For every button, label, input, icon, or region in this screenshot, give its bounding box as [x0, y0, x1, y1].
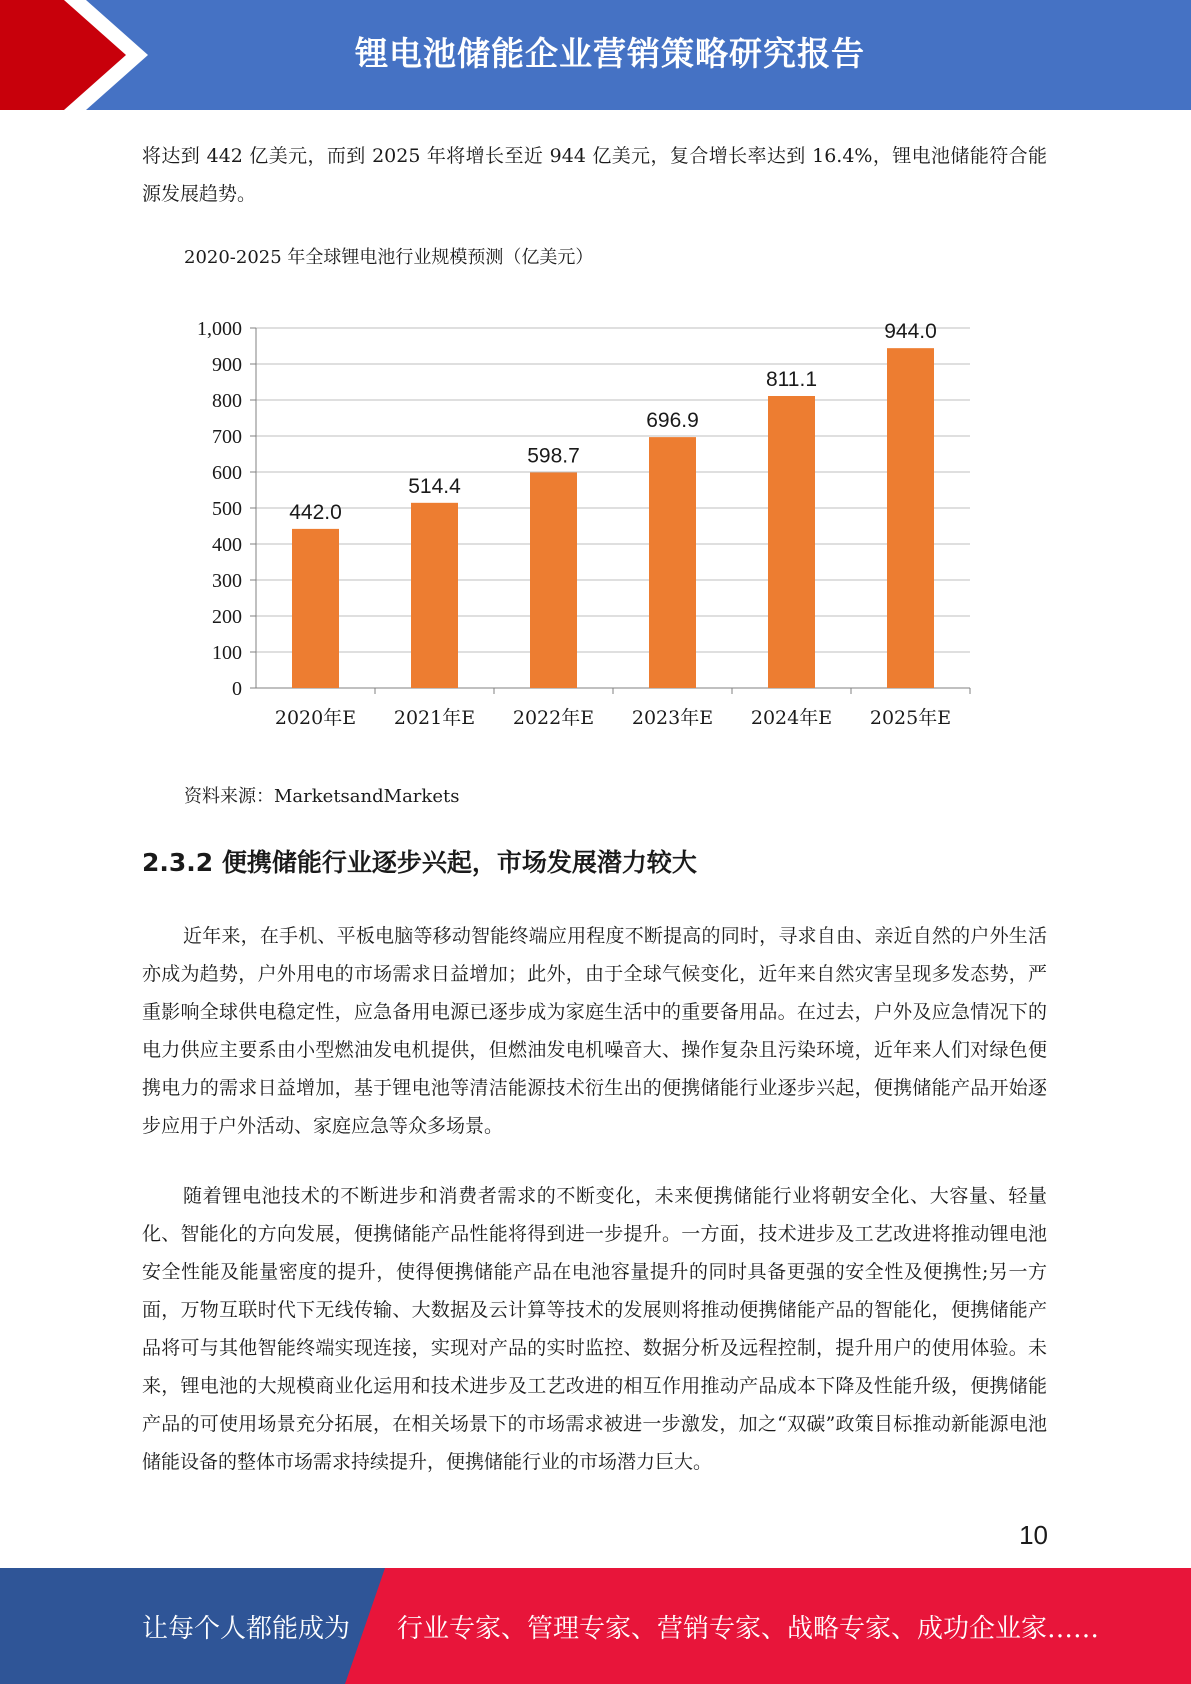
bar-value-label: 442.0 [289, 500, 342, 524]
header-band [0, 0, 1191, 110]
intro-paragraph: 将达到 442 亿美元，而到 2025 年将增长至近 944 亿美元，复合增长率达到 16.4%，锂电池储能符合能源发展趋势。 [142, 145, 1047, 205]
bar-chart [160, 300, 1000, 740]
x-tick-label: 2021年E [393, 707, 476, 729]
y-tick-label: 100 [212, 642, 242, 664]
bar-value-label: 598.7 [527, 444, 580, 468]
y-tick-label: 600 [212, 462, 242, 484]
bar [649, 437, 696, 688]
y-tick-label: 900 [212, 354, 242, 376]
y-tick-label: 0 [232, 678, 242, 700]
footer-slogan-right: 行业专家、管理专家、营销专家、战略专家、成功企业家…… [397, 1614, 1100, 1644]
y-tick-label: 200 [212, 606, 242, 628]
bar-value-label: 696.9 [646, 409, 699, 433]
x-tick-label: 2022年E [512, 707, 595, 729]
bar-value-label: 514.4 [408, 474, 461, 498]
footer-slogan-left: 让每个人都能成为 [142, 1614, 351, 1644]
x-tick-label: 2025年E [869, 707, 952, 729]
x-tick-label: 2024年E [750, 707, 833, 729]
y-tick-label: 400 [212, 534, 242, 556]
body-paragraph-2: 随着锂电池技术的不断进步和消费者需求的不断变化，未来便携储能行业将朝安全化、大容量、轻量化、智能化的方向发展，便携储能产品性能将得到进一步提升。一方面，技术进步及工艺改进将推动锂电池安全性能及能量密度的提升，使得便携储能产品在电池容量提升的同时具备更强的安全性及便携性;另一方面，万物互联时代下无线传输、大数据及云计算等技术的发展则将推动便携储能产品的智能化，便携储能产品将可与其他智能终端实现连接，实现对产品的实时监控、数据分析及远程控制，提升用户的使用体验。未来，锂电池的大规模商业化运用和技术进步及工艺改进的相互作用推动产品成本下降及性能升级，便携储能产品的可使用场景充分拓展，在相关场景下的市场需求被进一步激发，加之“双碳”政策目标推动新能源电池储能设备的整体市场需求持续提升，便携储能行业的市场潜力巨大。 [142, 1185, 1047, 1473]
chart-title: 2020-2025 年全球锂电池行业规模预测（亿美元） [184, 247, 594, 268]
header-arrow-icon [0, 0, 160, 110]
bar [768, 396, 815, 688]
y-tick-label: 800 [212, 390, 242, 412]
section-heading: 2.3.2 便携储能行业逐步兴起，市场发展潜力较大 [142, 848, 697, 877]
body-paragraph-1: 近年来，在手机、平板电脑等移动智能终端应用程度不断提高的同时，寻求自由、亲近自然的户外生活亦成为趋势，户外用电的市场需求日益增加；此外，由于全球气候变化，近年来自然灾害呈现多发态势，严重影响全球供电稳定性，应急备用电源已逐步成为家庭生活中的重要备用品。在过去，户外及应急情况下的电力供应主要系由小型燃油发电机提供，但燃油发电机噪音大、操作复杂且污染环境，近年来人们对绿色便携电力的需求日益增加，基于锂电池等清洁能源技术衍生出的便携储能行业逐步兴起，便携储能产品开始逐步应用于户外活动、家庭应急等众多场景。 [142, 925, 1047, 1137]
bar-value-label: 811.1 [766, 368, 817, 392]
y-tick-label: 300 [212, 570, 242, 592]
bar [292, 529, 339, 688]
x-tick-label: 2023年E [631, 707, 714, 729]
page-number: 10 [1019, 1520, 1048, 1550]
bar-value-label: 944.0 [884, 320, 937, 344]
report-title: 锂电池储能企业营销策略研究报告 [355, 34, 865, 73]
y-tick-label: 500 [212, 498, 242, 520]
x-tick-label: 2020年E [274, 707, 357, 729]
bar [530, 472, 577, 688]
chart-source: 资料来源：MarketsandMarkets [184, 786, 460, 807]
y-tick-label: 1,000 [197, 318, 242, 340]
y-tick-label: 700 [212, 426, 242, 448]
bar [411, 503, 458, 688]
bar [887, 348, 934, 688]
